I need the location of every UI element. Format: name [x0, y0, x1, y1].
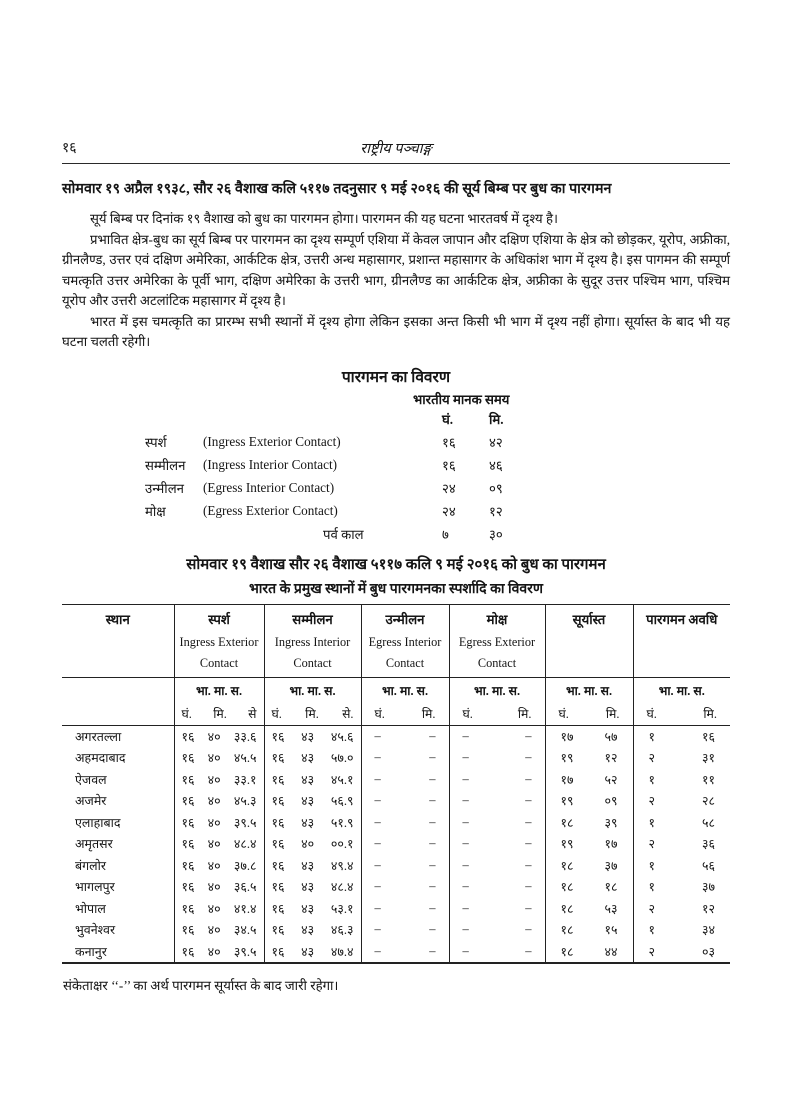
table-row [62, 790, 730, 812]
unit-part: से [248, 707, 257, 721]
time-cell: १६ ४० ३३.१ [174, 769, 264, 791]
ist-label: भारतीय मानक समय [413, 391, 510, 407]
units-cell: भा. मा. स. घं. मि. से [174, 677, 264, 725]
table-row [62, 833, 730, 855]
col-header-place: स्थान [62, 604, 174, 677]
unit-part: घं. [181, 707, 192, 721]
time-cell: – – [449, 747, 545, 769]
time-cell: १ ५६ [648, 858, 715, 873]
time-cell: १९ १२ [545, 747, 633, 769]
time-cell: – – [449, 812, 545, 834]
time-cell: १६ ४३ ४६.३ [264, 919, 361, 941]
time-cell: १६ ४३ ४७.४ [264, 941, 361, 964]
city-name-cell: अजमेर [62, 790, 174, 812]
time-cell: – – [449, 855, 545, 877]
contact-label: उन्मीलन [145, 481, 184, 496]
time-cell: १६ ४३ ४५.१ [264, 769, 361, 791]
time-cell: १९ १७ [545, 833, 633, 855]
contact-english: (Egress Interior Contact) [203, 480, 335, 495]
city-table-heading: सोमवार १९ वैशाख सौर २६ वैशाख ५११७ कलि ९ मई २०१६ को बुध का पारगमन [186, 556, 606, 573]
city-table-body [62, 725, 730, 963]
minutes-unit-label: मि. [489, 412, 504, 427]
table-row [62, 941, 730, 964]
time-cell: – – [361, 812, 449, 834]
time-cell: २ ३६ [648, 837, 715, 852]
page-content [0, 138, 791, 994]
time-cell: २ ०३ [648, 944, 715, 959]
city-name-cell: एलाहाबाद [62, 812, 174, 834]
units-cell: भा. मा. स. घं. मि. [449, 677, 545, 725]
table-row [62, 898, 730, 920]
city-name-cell: भागलपुर [62, 876, 174, 898]
city-transit-table [62, 604, 730, 965]
time-cell: – – [361, 769, 449, 791]
city-name-cell: कनानुर [62, 941, 174, 964]
hours-unit-label: घं. [442, 412, 454, 427]
time-cell: – – [361, 919, 449, 941]
time-cell: १६ ४० ३३.६ [174, 725, 264, 747]
col-header-sparsh: स्पर्श Ingress Exterior Contact [174, 604, 264, 677]
time-cell: १६ ४० ३६.५ [174, 876, 264, 898]
col-header-duration: पारगमन अवधि [646, 611, 718, 627]
city-name-cell: ऐजवल [62, 769, 174, 791]
table-row [62, 919, 730, 941]
time-cell: १६ ४० ३४.५ [174, 919, 264, 941]
time-cell: १६ ४३ ४८.४ [264, 876, 361, 898]
summary-units-row [62, 408, 730, 431]
masthead-title: राष्ट्रीय पञ्चाङ्ग [360, 141, 432, 157]
summary-rows [62, 431, 730, 546]
unit-part: मि. [703, 707, 717, 721]
summary-row [62, 477, 730, 500]
time-cell: – – [361, 941, 449, 964]
contact-english: (Egress Exterior Contact) [203, 503, 338, 518]
time-cell: १६ ४० ४५.३ [174, 790, 264, 812]
city-table-subheading: भारत के प्रमुख स्थानों में बुध पारगमनका स्पर्शादि का विवरण [248, 581, 544, 597]
col-header-unmilan: उन्मीलन Egress Interior Contact [361, 604, 449, 677]
time-cell: – – [361, 833, 449, 855]
unit-part: घं. [374, 707, 385, 721]
units-cell: भा. मा. स. घं. मि. [646, 683, 717, 721]
time-cell: – – [361, 747, 449, 769]
contact-label: मोक्ष [145, 504, 166, 519]
units-cell: भा. मा. स. घं. मि. से. [264, 677, 361, 725]
table-row [62, 769, 730, 791]
time-cell: १८ १५ [545, 919, 633, 941]
transit-summary-heading: पारगमन का विवरण [341, 368, 451, 386]
city-name-cell: बंगलोर [62, 855, 174, 877]
time-cell: १६ ४० ४१.४ [174, 898, 264, 920]
time-cell: १६ ४३ ५६.९ [264, 790, 361, 812]
masthead [62, 138, 730, 164]
article-title: सोमवार १९ अप्रैल १९३८, सौर २६ वैशाख कलि ५११७ तदनुसार ९ मई २०१६ की सूर्य बिम्ब पर बुध का पारगमन [62, 181, 612, 197]
table-row [62, 855, 730, 877]
col-header-moksha: मोक्ष Egress Exterior Contact [449, 604, 545, 677]
unit-part: घं. [646, 707, 657, 721]
time-cell: १८ ३७ [545, 855, 633, 877]
header-row-units [62, 677, 730, 725]
unit-part: मि. [605, 707, 620, 721]
contact-hours: २४ [442, 481, 456, 496]
time-cell: १६ ४३ ५७.० [264, 747, 361, 769]
unit-part: मि. [213, 707, 227, 721]
time-cell: १६ ४० ००.१ [264, 833, 361, 855]
time-cell: १७ ५७ [545, 725, 633, 747]
units-cell-empty [62, 677, 174, 725]
unit-part: घं. [558, 707, 569, 721]
contact-minutes: ४६ [489, 458, 503, 473]
contact-minutes: १२ [489, 504, 503, 519]
paragraph-1: सूर्य बिम्ब पर दिनांक १९ वैशाख को बुध का पारगमन होगा। पारगमन की यह घटना भारतवर्ष में दृश्य है। [90, 211, 558, 226]
time-cell: १९ ०९ [545, 790, 633, 812]
time-cell: २ १२ [648, 901, 715, 916]
contact-minutes: ०९ [489, 481, 503, 496]
unit-part: घं. [271, 707, 282, 721]
paragraph-2: प्रभावित क्षेत्र-बुध का सूर्य बिम्ब पर पारगमन का दृश्य सम्पूर्ण एशिया में केवल जापान और दक्षिण एशिया के क्षेत्र को छोड़कर, यूरोप, अफ्रीका, ग्रीनलैण्ड, उत्तर एवं दक्षिण अमेरिका, आर्कटिक क्षेत्र, उत्तरी अन्ध महासागर, प्रशान्त महासागर के अधिकांश भाग में दृश्य है। इस पागमन की सम्पूर्ण चमत्कृति उत्तर अमेरिका के पूर्वी भाग, दक्षिण अमेरिका के उत्तरी भाग, ग्रीनलैण्ड का आर्कटिक क्षेत्र, अफ्रीका के सुदूर उत्तर पश्चिम भाग, पश्चिम यूरोप और उत्तरी अटलांटिक महासागर में दृश्य है। [62, 231, 730, 308]
time-cell: – – [449, 898, 545, 920]
contact-english: पर्व काल [323, 527, 364, 542]
time-cell: १६ ४३ ५३.१ [264, 898, 361, 920]
paragraph-3: भारत में इस चमत्कृति का प्रारम्भ सभी स्थानों में दृश्य होगा लेकिन इसका अन्त किसी भी भाग में दृश्य नहीं होगा। सूर्यास्त के बाद भी यह घटना चलती रहेगी। [62, 313, 730, 349]
time-cell: १ ३७ [648, 880, 715, 895]
time-cell: १६ ४३ ४५.६ [264, 725, 361, 747]
contact-minutes: ४२ [489, 435, 503, 450]
units-cell: भा. मा. स. घं. मि. [545, 677, 633, 725]
unit-part: घं. [462, 707, 473, 721]
time-cell: १६ ४३ ५१.९ [264, 812, 361, 834]
time-cell: – – [361, 855, 449, 877]
city-name-cell: भुवनेश्वर [62, 919, 174, 941]
unit-part: मि. [517, 707, 532, 721]
header-row-names [62, 604, 730, 677]
time-cell: – – [361, 898, 449, 920]
unit-part: मि. [421, 707, 436, 721]
contact-hours: ७ [442, 527, 449, 542]
time-cell: १ ५८ [648, 815, 715, 830]
time-cell: १६ ४३ ४९.४ [264, 855, 361, 877]
time-cell: – – [449, 790, 545, 812]
time-cell: १६ ४० ३९.५ [174, 941, 264, 964]
contact-english: (Ingress Interior Contact) [203, 457, 338, 472]
time-cell: – – [449, 876, 545, 898]
contact-minutes: ३० [489, 527, 503, 542]
table-row [62, 876, 730, 898]
summary-row [62, 500, 730, 523]
col-header-sammilan: सम्मीलन Ingress Interior Contact [264, 604, 361, 677]
summary-row [62, 523, 730, 546]
contact-hours: १६ [442, 458, 456, 473]
footnote: संकेताक्षर ‘‘-’’ का अर्थ पारगमन सूर्यास्त के बाद जारी रहेगा। [63, 978, 339, 993]
contact-label: स्पर्श [145, 435, 167, 450]
time-cell: २ ३१ [648, 751, 715, 766]
city-name-cell: भोपाल [62, 898, 174, 920]
time-cell: २ २८ [648, 794, 715, 809]
city-name-cell: अहमदाबाद [62, 747, 174, 769]
col-header-sunset: सूर्यास्त [545, 604, 633, 677]
time-cell: १६ ४० ४८.४ [174, 833, 264, 855]
contact-hours: १६ [442, 435, 456, 450]
time-cell: – – [361, 790, 449, 812]
time-cell: १८ ४४ [545, 941, 633, 964]
time-cell: १६ ४० ४५.५ [174, 747, 264, 769]
contact-english: (Ingress Exterior Contact) [203, 434, 341, 449]
time-cell: १८ ३९ [545, 812, 633, 834]
city-name-cell: अगरतल्ला [62, 725, 174, 747]
time-cell: १६ ४० ३७.८ [174, 855, 264, 877]
table-row [62, 747, 730, 769]
page-number: १६ [62, 141, 77, 156]
time-cell: १८ ५३ [545, 898, 633, 920]
summary-row [62, 431, 730, 454]
time-cell: १ १६ [648, 729, 715, 744]
time-cell: १७ ५२ [545, 769, 633, 791]
time-cell: १ ११ [648, 772, 715, 787]
unit-part: मि. [305, 707, 319, 721]
time-cell: – – [449, 769, 545, 791]
time-cell: १८ १८ [545, 876, 633, 898]
time-cell: १ ३४ [648, 923, 715, 938]
time-cell: – – [361, 876, 449, 898]
time-cell: – – [449, 941, 545, 964]
summary-row [62, 454, 730, 477]
contact-hours: २४ [442, 504, 456, 519]
city-name-cell: अमृतसर [62, 833, 174, 855]
unit-part: से. [342, 707, 354, 721]
time-cell: – – [449, 833, 545, 855]
time-cell: – – [361, 725, 449, 747]
units-cell: भा. मा. स. घं. मि. [361, 677, 449, 725]
time-cell: १६ ४० ३९.५ [174, 812, 264, 834]
contact-label: सम्मीलन [145, 458, 186, 473]
table-row [62, 725, 730, 747]
table-row [62, 812, 730, 834]
time-cell: – – [449, 919, 545, 941]
time-cell: – – [449, 725, 545, 747]
